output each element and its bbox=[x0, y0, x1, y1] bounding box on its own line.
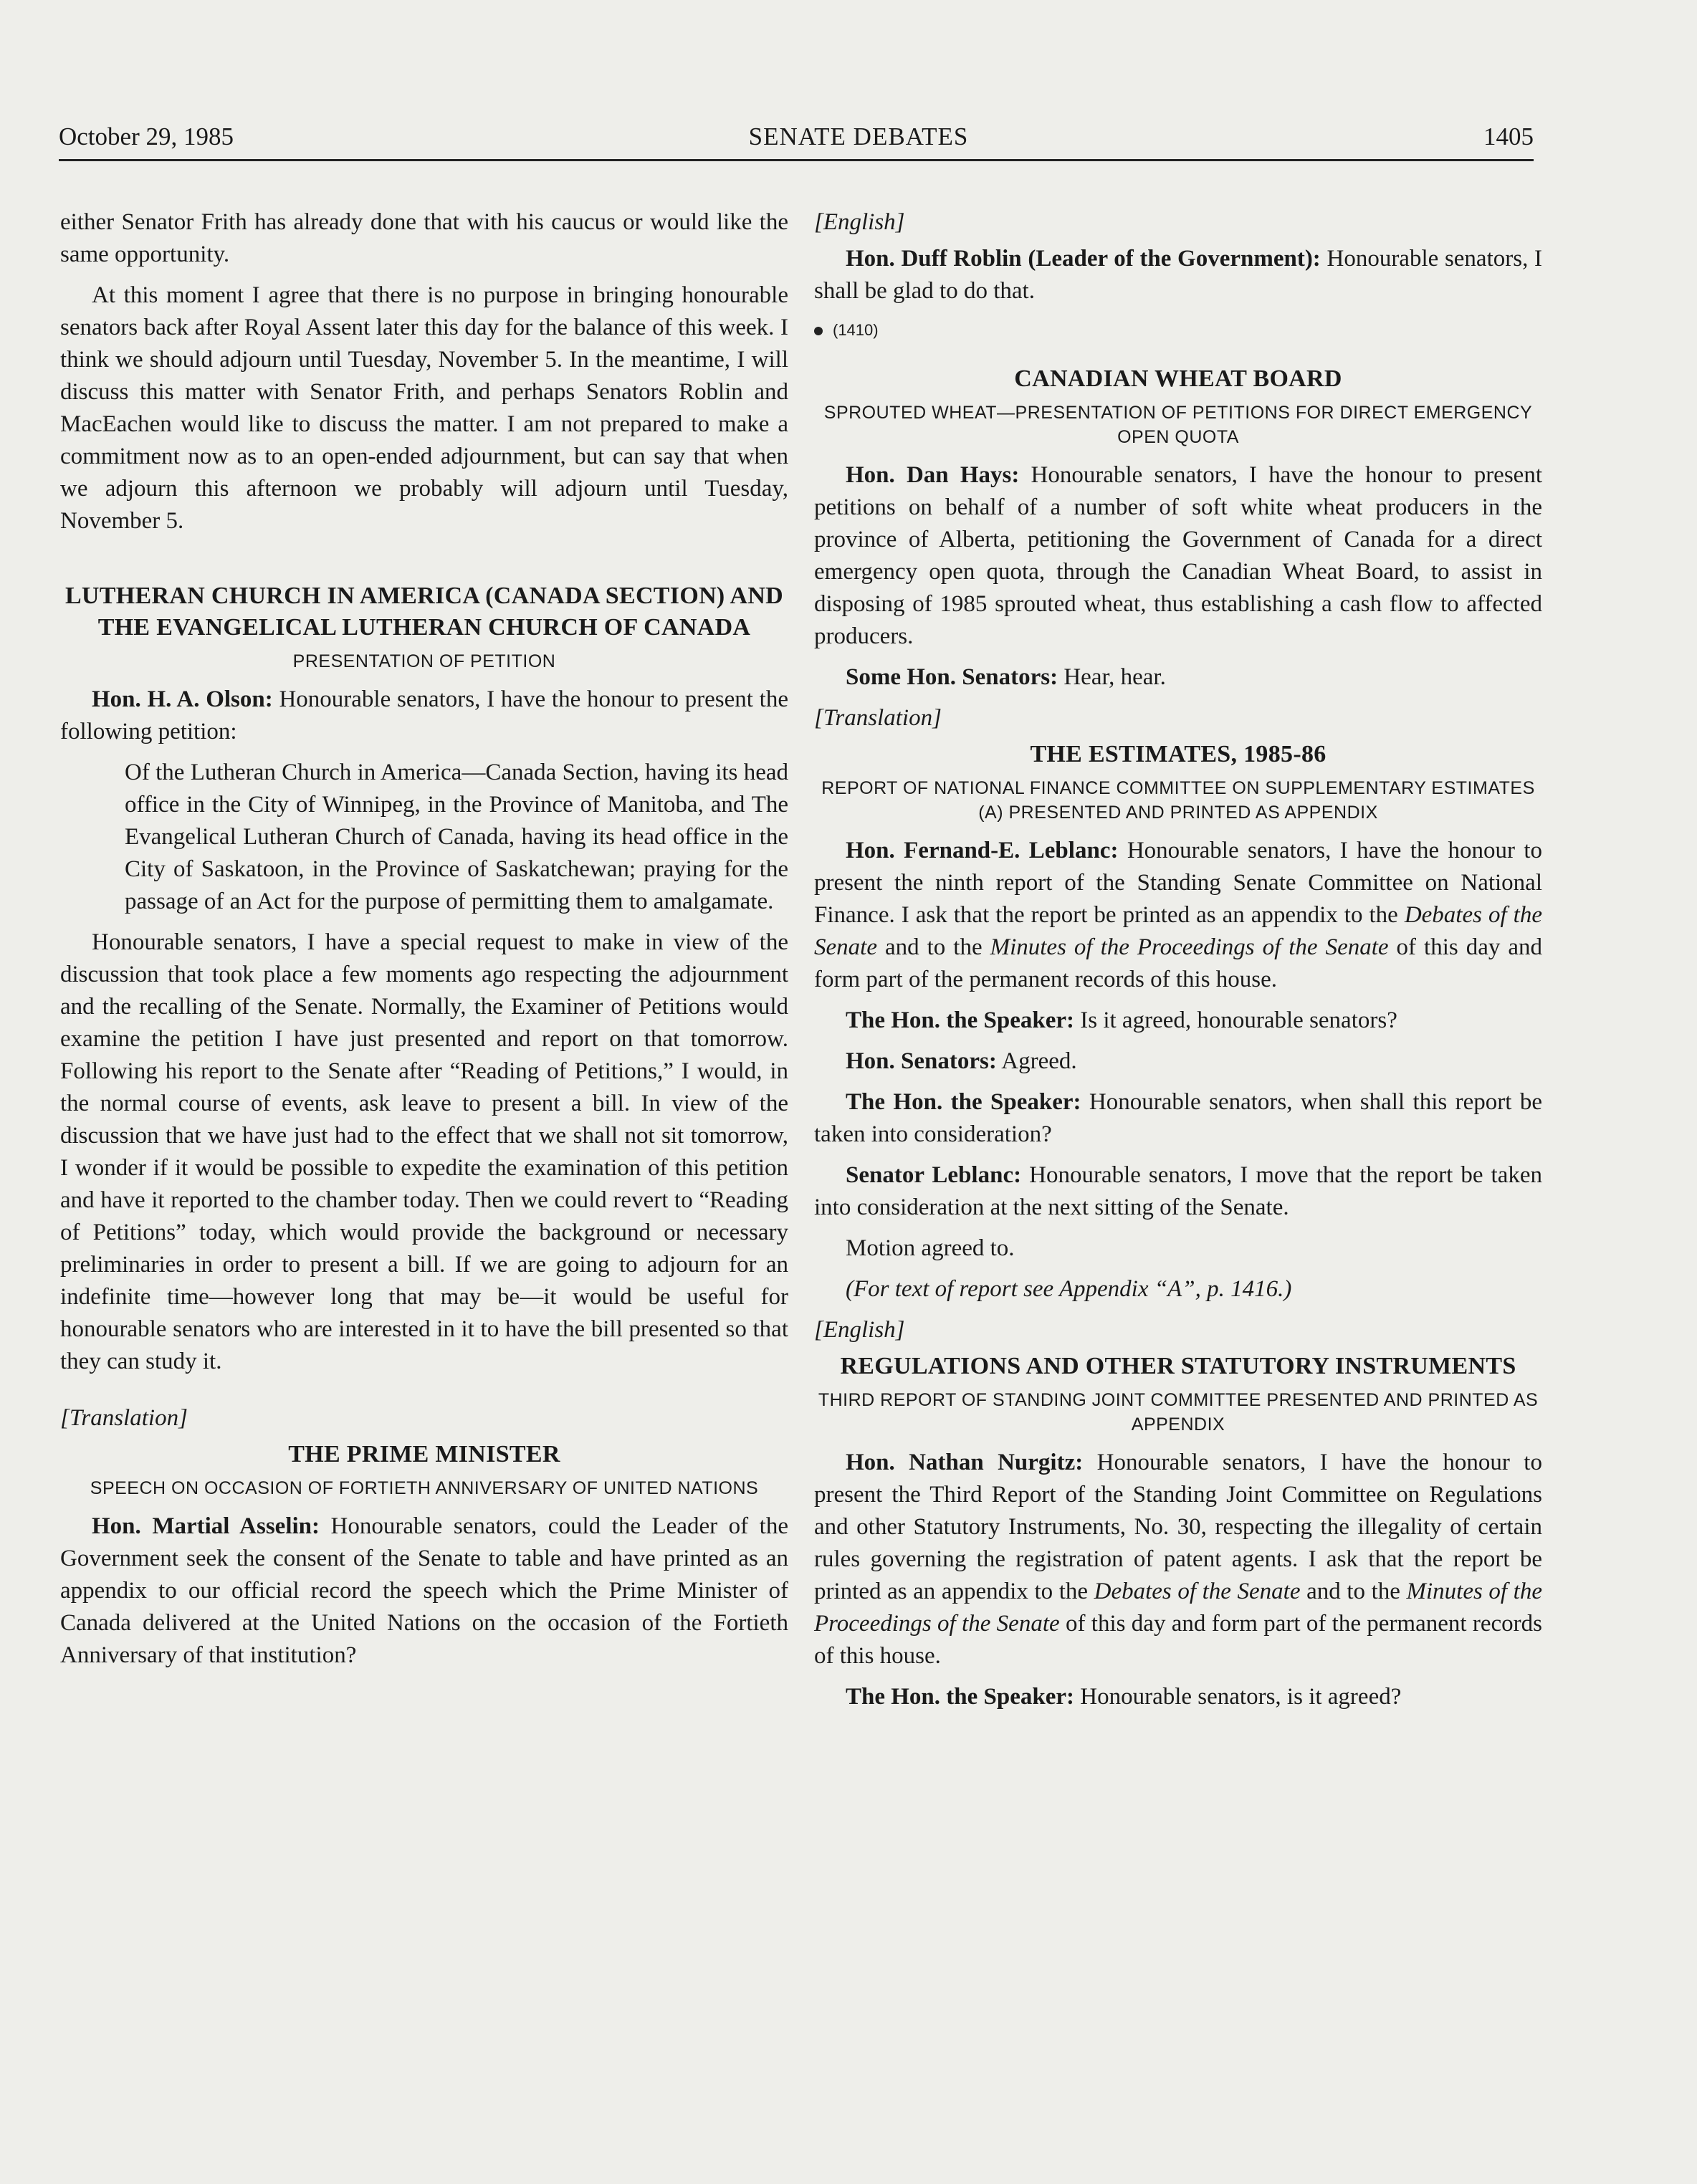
left-column bbox=[60, 206, 788, 1680]
speaker-name: The Hon. the Speaker: bbox=[846, 1089, 1081, 1115]
header-date: October 29, 1985 bbox=[59, 123, 234, 150]
section-heading-prime-minister: THE PRIME MINISTER bbox=[288, 1441, 560, 1467]
speech-text: Hear, hear. bbox=[1058, 664, 1166, 690]
subheading-petition: PRESENTATION OF PETITION bbox=[292, 651, 556, 671]
speech-text: Honourable senators, I have the honour to present petitions on behalf of a number of soft white wheat producers in the province of Alberta, petitioning the Government of Canada for a direct emergency open quota, through the Canadian Wheat Board, to assist in disposing of 1985 sprouted wheat, thus establishing a cash flow to affected producers. bbox=[814, 462, 1542, 649]
speaker-name: The Hon. the Speaker: bbox=[846, 1684, 1075, 1710]
publication-title: Debates of the Senate bbox=[1094, 1579, 1301, 1604]
paragraph: either Senator Frith has already done that with his caucus or would like the same opportunity. bbox=[60, 209, 788, 267]
speech-text: Honourable senators, I have the honour to present the ninth report of the Standing Senate Committee on National Finance. I ask that the report be printed as an appendix to the bbox=[814, 838, 1542, 928]
speech-roblin bbox=[814, 243, 1542, 307]
speech-text: Honourable senators, I have the honour to present the Third Report of the Standing Joint Committee on Regulations and other Statutory Instruments, No. 30, respecting the illegality of certain rules governing the registration of patent agents. I ask that the report be printed as an appendix to the bbox=[814, 1450, 1542, 1604]
bullet-icon bbox=[814, 327, 823, 335]
time-marker-text: (1410) bbox=[833, 321, 879, 339]
speaker-name: Hon. Duff Roblin (Leader of the Government): bbox=[846, 246, 1321, 272]
header-rule bbox=[59, 159, 1534, 161]
language-note: [English] bbox=[814, 209, 905, 235]
section-heading-lutheran: LUTHERAN CHURCH IN AMERICA (CANADA SECTION) AND THE EVANGELICAL LUTHERAN CHURCH OF CANADA bbox=[64, 583, 784, 641]
speaker-name: Hon. Senators: bbox=[846, 1048, 997, 1074]
publication-title: Debates of the Senate bbox=[814, 902, 1542, 960]
language-note: [Translation] bbox=[60, 1405, 188, 1431]
spacer bbox=[60, 1386, 788, 1402]
paragraph: At this moment I agree that there is no purpose in bringing honourable senators back after Royal Assent later this day for the balance of this week. I think we should adjourn until Tuesday, November 5. In the meantime, I will discuss this matter with Senator Frith, and perhaps Senators Roblin and MacEachen would like to discuss the matter. I am not prepared to make a commitment now as to an open-ended adjournment, but can say that when we adjourn this afternoon we probably will adjourn until Tuesday, November 5. bbox=[60, 282, 788, 534]
speaker-name: Senator Leblanc: bbox=[846, 1162, 1022, 1188]
subheading-finance-report: REPORT OF NATIONAL FINANCE COMMITTEE ON SUPPLEMENTARY ESTIMATES (A) PRESENTED AND PRINTED AS APPENDIX bbox=[821, 778, 1535, 823]
speaker-name: Hon. H. A. Olson: bbox=[92, 686, 273, 712]
speech-speaker-question bbox=[814, 1005, 1542, 1037]
speech-hays bbox=[814, 459, 1542, 653]
speech-text: Honourable senators, I move that the report be taken into consideration at the next sitting of the Senate. bbox=[814, 1162, 1542, 1220]
speech-text: Honourable senators, I have the honour to present the following petition: bbox=[60, 686, 788, 744]
appendix-note bbox=[814, 1273, 1542, 1306]
publication-title: Minutes of the Proceedings of the Senate bbox=[814, 1579, 1543, 1637]
speech-speaker-agreed bbox=[814, 1681, 1542, 1713]
speech-text: Honourable senators, when shall this report be taken into consideration? bbox=[814, 1089, 1542, 1147]
motion-result: Motion agreed to. bbox=[846, 1235, 1015, 1261]
speech-asselin bbox=[60, 1510, 788, 1672]
speaker-name: Hon. Martial Asselin: bbox=[92, 1513, 320, 1539]
spacer bbox=[60, 546, 788, 580]
speaker-name: The Hon. the Speaker: bbox=[846, 1007, 1075, 1033]
running-header bbox=[59, 122, 1534, 152]
speech-text: of this day and form part of the permanent records of this house. bbox=[814, 934, 1542, 992]
speech-text: and to the bbox=[876, 934, 990, 960]
publication-title: Minutes of the Proceedings of the Senate bbox=[990, 934, 1389, 960]
subheading-joint-committee: THIRD REPORT OF STANDING JOINT COMMITTEE PRESENTED AND PRINTED AS APPENDIX bbox=[818, 1390, 1539, 1435]
speaker-name: Hon. Dan Hays: bbox=[846, 462, 1020, 488]
speech-text: Honourable senators, I shall be glad to do that. bbox=[814, 246, 1542, 304]
paragraph: Honourable senators, I have a special request to make in view of the discussion that took place a few moments ago respecting the adjournment and the recalling of the Senate. Normally, the Examiner of Petitions would examine the petition I have just presented and report on that tomorrow. Following his report to the Senate after “Reading of Petitions,” I would, in the normal course of events, ask leave to present a bill. In view of the discussion that we have just had to the effect that we shall not sit tomorrow, I wonder if it would be possible to expedite the examination of this petition and have it reported to the chamber today. Then we could revert to “Reading of Petitions” today, which would provide the background or necessary preliminaries in order to present a bill. If we are going to adjourn for an indefinite time—however long that may be—it would be useful for honourable senators who are interested in it to have the bill presented so that they can study it. bbox=[60, 929, 788, 1374]
right-column bbox=[814, 206, 1542, 1722]
speech-olson bbox=[60, 684, 788, 748]
header-page-number: 1405 bbox=[1483, 123, 1534, 150]
speaker-name: Some Hon. Senators: bbox=[846, 664, 1058, 690]
appendix-note-text: (For text of report see Appendix “A”, p. 1416.) bbox=[846, 1276, 1292, 1302]
speech-text: and to the bbox=[1300, 1579, 1407, 1604]
language-note: [Translation] bbox=[814, 705, 942, 731]
speech-text: of this day and form part of the permanent records of this house. bbox=[814, 1611, 1542, 1669]
speech-nurgitz bbox=[814, 1447, 1542, 1672]
speaker-name: Hon. Fernand-E. Leblanc: bbox=[846, 838, 1119, 863]
section-heading-regulations: REGULATIONS AND OTHER STATUTORY INSTRUMENTS bbox=[840, 1353, 1516, 1379]
speech-text: Honourable senators, is it agreed? bbox=[1074, 1684, 1402, 1710]
petition-quote: Of the Lutheran Church in America—Canada Section, having its head office in the City of Winnipeg, in the Province of Manitoba, and The Evangelical Lutheran Church of Canada, having its head office in the City of Saskatoon, in the Province of Saskatchewan; praying for the passage of an Act for the purpose of permitting them to amalgamate. bbox=[125, 760, 788, 914]
speech-senator-leblanc bbox=[814, 1159, 1542, 1224]
speaker-name: Hon. Nathan Nurgitz: bbox=[846, 1450, 1084, 1475]
subheading-un-speech: SPEECH ON OCCASION OF FORTIETH ANNIVERSARY OF UNITED NATIONS bbox=[90, 1478, 759, 1498]
speech-text: Is it agreed, honourable senators? bbox=[1074, 1007, 1397, 1033]
section-heading-wheat-board: CANADIAN WHEAT BOARD bbox=[1014, 365, 1342, 392]
time-marker bbox=[814, 316, 1542, 345]
subheading-sprouted-wheat: SPROUTED WHEAT—PRESENTATION OF PETITIONS FOR DIRECT EMERGENCY OPEN QUOTA bbox=[823, 403, 1533, 447]
speech-senators-agreed bbox=[814, 1045, 1542, 1078]
speech-speaker-when bbox=[814, 1086, 1542, 1151]
speech-text: Agreed. bbox=[996, 1048, 1077, 1074]
header-title: SENATE DEBATES bbox=[748, 123, 969, 150]
language-note: [English] bbox=[814, 1317, 905, 1343]
speech-leblanc bbox=[814, 835, 1542, 996]
speech-text: Honourable senators, could the Leader of the Government seek the consent of the Senate to table and have printed as an appendix to our official record the speech which the Prime Minister of Canada delivered at the United Nations on the occasion of the Fortieth Anniversary of that institution? bbox=[60, 1513, 788, 1668]
speech-hear-hear bbox=[814, 661, 1542, 694]
section-heading-estimates: THE ESTIMATES, 1985-86 bbox=[1030, 741, 1326, 767]
